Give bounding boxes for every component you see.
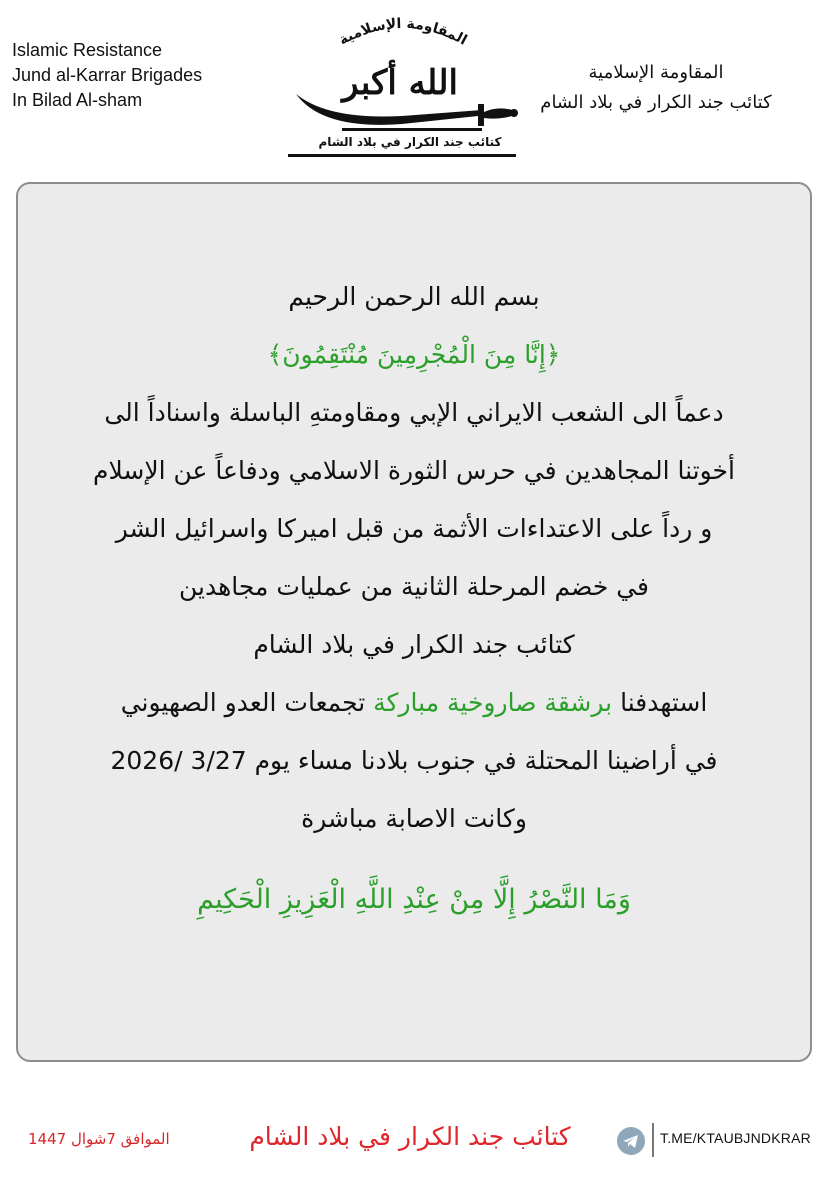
english-header-line-2: Jund al-Karrar Brigades [12, 65, 203, 85]
statement-line-4: في خضم المرحلة الثانية من عمليات مجاهدين [178, 572, 650, 601]
statement-panel [16, 182, 812, 1062]
strike-line [58, 674, 770, 732]
telegram-icon[interactable] [616, 1126, 646, 1156]
footer [0, 1118, 836, 1168]
arabic-header-line-2: كتائب جند الكرار في بلاد الشام [540, 92, 772, 113]
sword-emblem-icon [282, 12, 522, 162]
logo-bottom-text: كتائب جند الكرار في بلاد الشام [318, 135, 502, 149]
strike-highlight: برشقة صاروخية مباركة [373, 688, 613, 717]
statement-body [58, 268, 770, 848]
strike-prefix: استهدفنا [620, 688, 708, 717]
arabic-header [506, 58, 806, 118]
brigades-logo [282, 12, 522, 162]
telegram-handle-link[interactable]: T.ME/KTAUBJNDKRAR [660, 1130, 811, 1146]
location-line: في أراضينا المحتلة في جنوب بلادنا مساء يوم 3/27 /2026 [110, 746, 718, 775]
divider [652, 1123, 654, 1157]
statement-line-3: و رداً على الاعتداءات الأثمة من قبل اميركا واسرائيل الشر [115, 514, 713, 543]
statement-line-2: أخوتنا المجاهدين في حرس الثورة الاسلامي ودفاعاً عن الإسلام [93, 456, 735, 485]
arabic-header-line-1: المقاومة الإسلامية [588, 62, 724, 83]
opening-verse: ﴿إِنَّا مِنَ الْمُجْرِمِينَ مُنْتَقِمُونَ﴾ [267, 340, 561, 369]
logo-top-text: المقاومة الإسلامية [336, 15, 470, 49]
closing-verse: وَمَا النَّصْرُ إِلَّا مِنْ عِنْدِ اللَّهِ الْعَزِيزِ الْحَكِيمِ [197, 884, 631, 915]
statement-line-5: كتائب جند الكرار في بلاد الشام [253, 630, 575, 659]
english-header-line-1: Islamic Resistance [12, 40, 163, 60]
footer-date: الموافق 7شوال 1447 [28, 1130, 170, 1148]
strike-suffix: تجمعات العدو الصهيوني [120, 688, 366, 717]
logo-center-text: الله أكبر [342, 63, 458, 103]
english-header [12, 38, 202, 113]
footer-title: كتائب جند الكرار في بلاد الشام [249, 1122, 571, 1151]
statement-line-1: دعماً الى الشعب الايراني الإبي ومقاومتهِ الباسلة واسناداً الى [104, 398, 724, 427]
english-header-line-3: In Bilad Al-sham [12, 90, 143, 110]
result-line: وكانت الاصابة مباشرة [301, 804, 527, 833]
svg-text:المقاومة الإسلامية [336, 16, 469, 49]
basmala: بسم الله الرحمن الرحيم [288, 282, 540, 311]
